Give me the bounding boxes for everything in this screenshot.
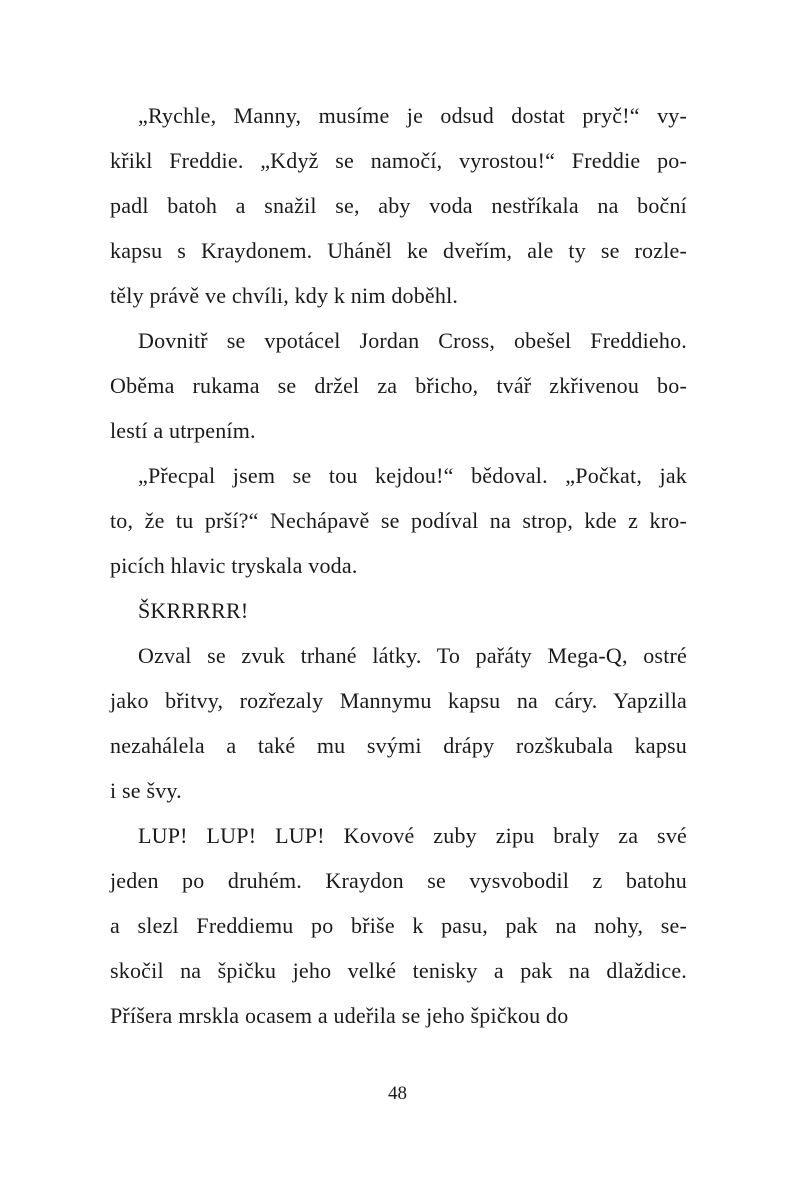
text-line: Oběma rukama se držel za břicho, tvář zkřivenou bo- [110, 373, 687, 398]
paragraph [110, 813, 687, 1038]
text-line: lestí a utrpením. [110, 418, 256, 443]
text-line: jako břitvy, rozřezaly Mannymu kapsu na cáry. Yapzilla [110, 688, 687, 713]
paragraph [110, 633, 687, 813]
text-line: Příšera mrskla ocasem a udeřila se jeho špičkou do [110, 1003, 569, 1028]
text-line: Ozval se zvuk trhané látky. To pařáty Mega-Q, ostré [138, 643, 687, 668]
text-line: nezahálela a také mu svými drápy rozškubala kapsu [110, 733, 687, 758]
text-line: jeden po druhém. Kraydon se vysvobodil z batohu [110, 868, 687, 893]
text-line: a slezl Freddiemu po břiše k pasu, pak na nohy, se- [110, 913, 687, 938]
paragraph [110, 93, 687, 318]
text-line: kapsu s Kraydonem. Uháněl ke dveřím, ale ty se rozle- [110, 238, 687, 263]
text-block [110, 93, 687, 1038]
text-line: to, že tu prší?“ Nechápavě se podíval na strop, kde z kro- [110, 508, 687, 533]
text-line: i se švy. [110, 778, 182, 803]
text-line: LUP! LUP! LUP! Kovové zuby zipu braly za své [138, 823, 687, 848]
paragraph [110, 318, 687, 453]
paragraph [110, 453, 687, 588]
text-line: „Rychle, Manny, musíme je odsud dostat pryč!“ vy- [138, 103, 687, 128]
text-line: Dovnitř se vpotácel Jordan Cross, obešel Freddieho. [138, 328, 687, 353]
text-line: „Přecpal jsem se tou kejdou!“ bědoval. „Počkat, jak [138, 463, 687, 488]
text-line: picích hlavic tryskala voda. [110, 553, 358, 578]
text-line: křikl Freddie. „Když se namočí, vyrostou!“ Freddie po- [110, 148, 687, 173]
text-line: skočil na špičku jeho velké tenisky a pak na dlaždice. [110, 958, 687, 983]
text-line: padl batoh a snažil se, aby voda nestříkala na boční [110, 193, 687, 218]
text-line: ŠKRRRRR! [138, 598, 249, 623]
paragraph [110, 588, 687, 633]
text-line: těly právě ve chvíli, kdy k nim doběhl. [110, 283, 459, 308]
page-number: 48 [388, 1083, 407, 1104]
